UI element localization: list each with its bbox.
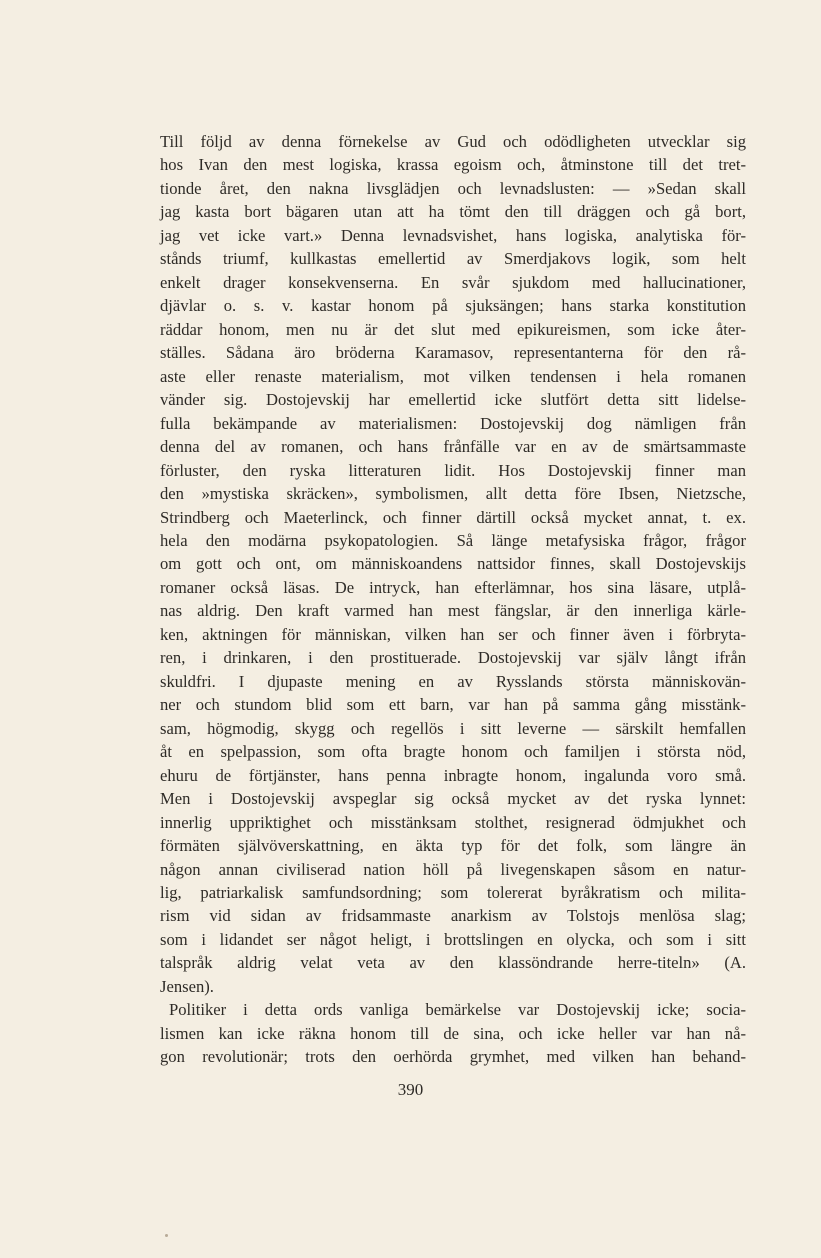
text-line: tionde året, den nakna livsglädjen och levnadslusten: — »Sedan skall xyxy=(160,178,746,198)
paragraph-2 xyxy=(160,998,746,1068)
text-line: ner och stundom blid som ett barn, var han på samma gång misstänk- xyxy=(160,695,746,715)
text-line: räddar honom, men nu är det slut med epikureismen, som icke åter- xyxy=(160,319,746,339)
text-line: ehuru de förtjänster, hans penna inbragte honom, ingalunda voro små. xyxy=(160,765,746,785)
text-line: åt en spelpassion, som ofta bragte honom och familjen i största nöd, xyxy=(160,742,746,762)
text-line: rism vid sidan av fridsammaste anarkism av Tolstojs menlösa slag; xyxy=(160,906,746,926)
text-line: fulla bekämpande av materialismen: Dostojevskij dog nämligen från xyxy=(160,413,746,433)
paper-speck xyxy=(165,1234,168,1237)
text-line: Till följd av denna förnekelse av Gud och odödligheten utvecklar sig xyxy=(160,132,746,151)
text-line: den »mystiska skräcken», symbolismen, allt detta före Ibsen, Nietzsche, xyxy=(160,484,746,504)
text-line: Strindberg och Maeterlinck, och finner därtill också mycket annat, t. ex. xyxy=(160,507,746,527)
paragraph-1 xyxy=(160,130,746,998)
text-line: sam, högmodig, skygg och regellös i sitt leverne — särskilt hemfallen xyxy=(160,718,746,738)
text-line: förmäten självöverskattning, en äkta typ för det folk, som längre än xyxy=(160,836,746,856)
text-line: ställes. Sådana äro bröderna Karamasov, representanterna för den rå- xyxy=(160,343,746,363)
text-line: vänder sig. Dostojevskij har emellertid icke slutfört detta sitt lidelse- xyxy=(160,390,746,410)
text-line: hos Ivan den mest logiska, krassa egoism och, åtminstone till det tret- xyxy=(160,155,746,175)
text-line: romaner också läsas. De intryck, han efterlämnar, hos sina läsare, utplå- xyxy=(160,577,746,597)
text-line: skuldfri. I djupaste mening en av Rysslands största människovän- xyxy=(160,671,746,691)
text-line: Politiker i detta ords vanliga bemärkelse var Dostojevskij icke; socia- xyxy=(169,1000,746,1020)
text-line: om gott och ont, om människoandens nattsidor finnes, skall Dostojevskijs xyxy=(160,554,746,574)
text-line: innerlig uppriktighet och misstänksam stolthet, resignerad ödmjukhet och xyxy=(160,812,746,832)
text-line: hela den modärna psykopatologien. Så länge metafysiska frågor, frågor xyxy=(160,530,746,550)
text-line: Jensen). xyxy=(160,976,214,996)
text-line: stånds triumf, kullkastas emellertid av Smerdjakovs logik, som helt xyxy=(160,249,746,269)
text-line: lig, patriarkalisk samfundsordning; som tolererat byråkratism och milita- xyxy=(160,883,746,902)
text-line: som i lidandet ser något heligt, i brottslingen en olycka, och som i sitt xyxy=(160,929,746,949)
text-line: någon annan civiliserad nation höll på livegenskapen såsom en natur- xyxy=(160,859,746,879)
body-text xyxy=(160,130,746,1069)
text-line: talspråk aldrig velat veta av den klassöndrande herre-titeln» (A. xyxy=(160,953,746,973)
text-line: förluster, den ryska litteraturen lidit. Hos Dostojevskij finner man xyxy=(160,460,746,480)
text-line: ren, i drinkaren, i den prostituerade. Dostojevskij var själv långt ifrån xyxy=(160,648,746,668)
text-line: djävlar o. s. v. kastar honom på sjuksängen; hans starka konstitution xyxy=(160,296,746,316)
text-line: enkelt drager konsekvenserna. En svår sjukdom med hallucinationer, xyxy=(160,272,746,292)
text-line: jag kasta bort bägaren utan att ha tömt den till dräggen och gå bort, xyxy=(160,202,746,222)
text-line: jag vet icke vart.» Denna levnadsvishet, hans logiska, analytiska för- xyxy=(160,225,746,245)
text-line: nas aldrig. Den kraft varmed han mest fängslar, är den innerliga kärle- xyxy=(160,601,746,621)
text-line: gon revolutionär; trots den oerhörda grymhet, med vilken han behand- xyxy=(160,1047,746,1067)
text-line: denna del av romanen, och hans frånfälle var en av de smärtsammaste xyxy=(160,437,746,457)
text-line: ken, aktningen för människan, vilken han ser och finner även i förbryta- xyxy=(160,624,746,644)
page-number: 390 xyxy=(397,1080,424,1099)
text-line: lismen kan icke räkna honom till de sina, och icke heller var han nå- xyxy=(160,1023,746,1043)
text-line: aste eller renaste materialism, mot vilken tendensen i hela romanen xyxy=(160,366,746,386)
text-line: Men i Dostojevskij avspeglar sig också mycket av det ryska lynnet: xyxy=(160,789,746,809)
